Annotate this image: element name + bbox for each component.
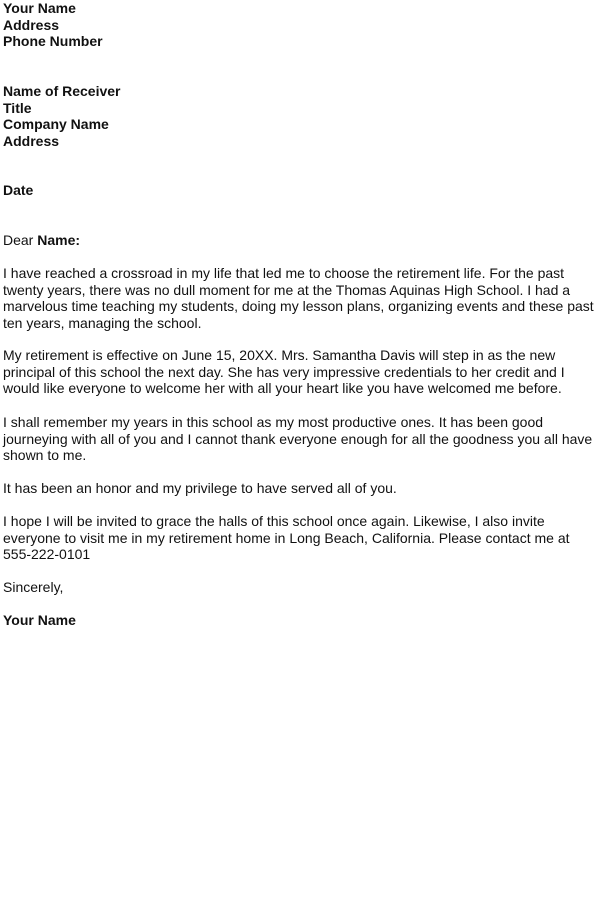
paragraph-line: I have reached a crossroad in my life that led me to choose the retirement life. For the past xyxy=(3,265,565,281)
paragraph-line: I hope I will be invited to grace the halls of this school once again. Likewise, I also invite xyxy=(3,513,545,529)
paragraph-line: I shall remember my years in this school as my most productive ones. It has been good xyxy=(3,414,544,430)
sender-name: Your Name xyxy=(3,0,76,16)
paragraph-line: It has been an honor and my privilege to have served all of you. xyxy=(3,480,397,496)
receiver-title: Title xyxy=(3,99,32,116)
body-paragraph-3 xyxy=(3,414,592,464)
paragraph-line: twenty years, there was no dull moment for me at the Thomas Aquinas High School. I had a xyxy=(3,281,571,298)
paragraph-line: 555-222-0101 xyxy=(3,546,91,563)
letter-date: Date xyxy=(3,182,34,198)
signature-name: Your Name xyxy=(3,612,76,628)
paragraph-line: ten years, managing the school. xyxy=(3,314,202,331)
salutation xyxy=(3,232,80,249)
body-paragraph-4 xyxy=(3,480,397,497)
sender-block xyxy=(3,0,103,50)
paragraph-line: My retirement is effective on June 15, 20XX. Mrs. Samantha Davis will step in as the new xyxy=(3,347,556,363)
paragraph-line: everyone to visit me in my retirement home in Long Beach, California. Please contact me at xyxy=(3,529,570,546)
body-paragraph-2 xyxy=(3,347,565,397)
sender-phone: Phone Number xyxy=(3,33,103,50)
paragraph-line: journeying with all of you and I cannot thank everyone enough for all the goodness you all have xyxy=(3,430,593,447)
body-paragraph-5 xyxy=(3,513,570,563)
salutation-prefix: Dear xyxy=(3,232,38,248)
paragraph-line: principal of this school the next day. She has very impressive credentials to her credit and I xyxy=(3,363,565,380)
receiver-address: Address xyxy=(3,132,60,149)
paragraph-line: marvelous time teaching my students, doing my lesson plans, organizing events and these past xyxy=(3,298,594,315)
receiver-block xyxy=(3,83,121,149)
closing: Sincerely, xyxy=(3,579,64,595)
receiver-company: Company Name xyxy=(3,116,109,133)
paragraph-line: would like everyone to welcome her with all your heart like you have welcomed me before. xyxy=(3,380,562,397)
paragraph-line: shown to me. xyxy=(3,447,87,464)
body-paragraph-1 xyxy=(3,265,594,331)
sender-address: Address xyxy=(3,16,60,33)
receiver-name: Name of Receiver xyxy=(3,83,121,99)
salutation-name: Name: xyxy=(37,232,81,248)
